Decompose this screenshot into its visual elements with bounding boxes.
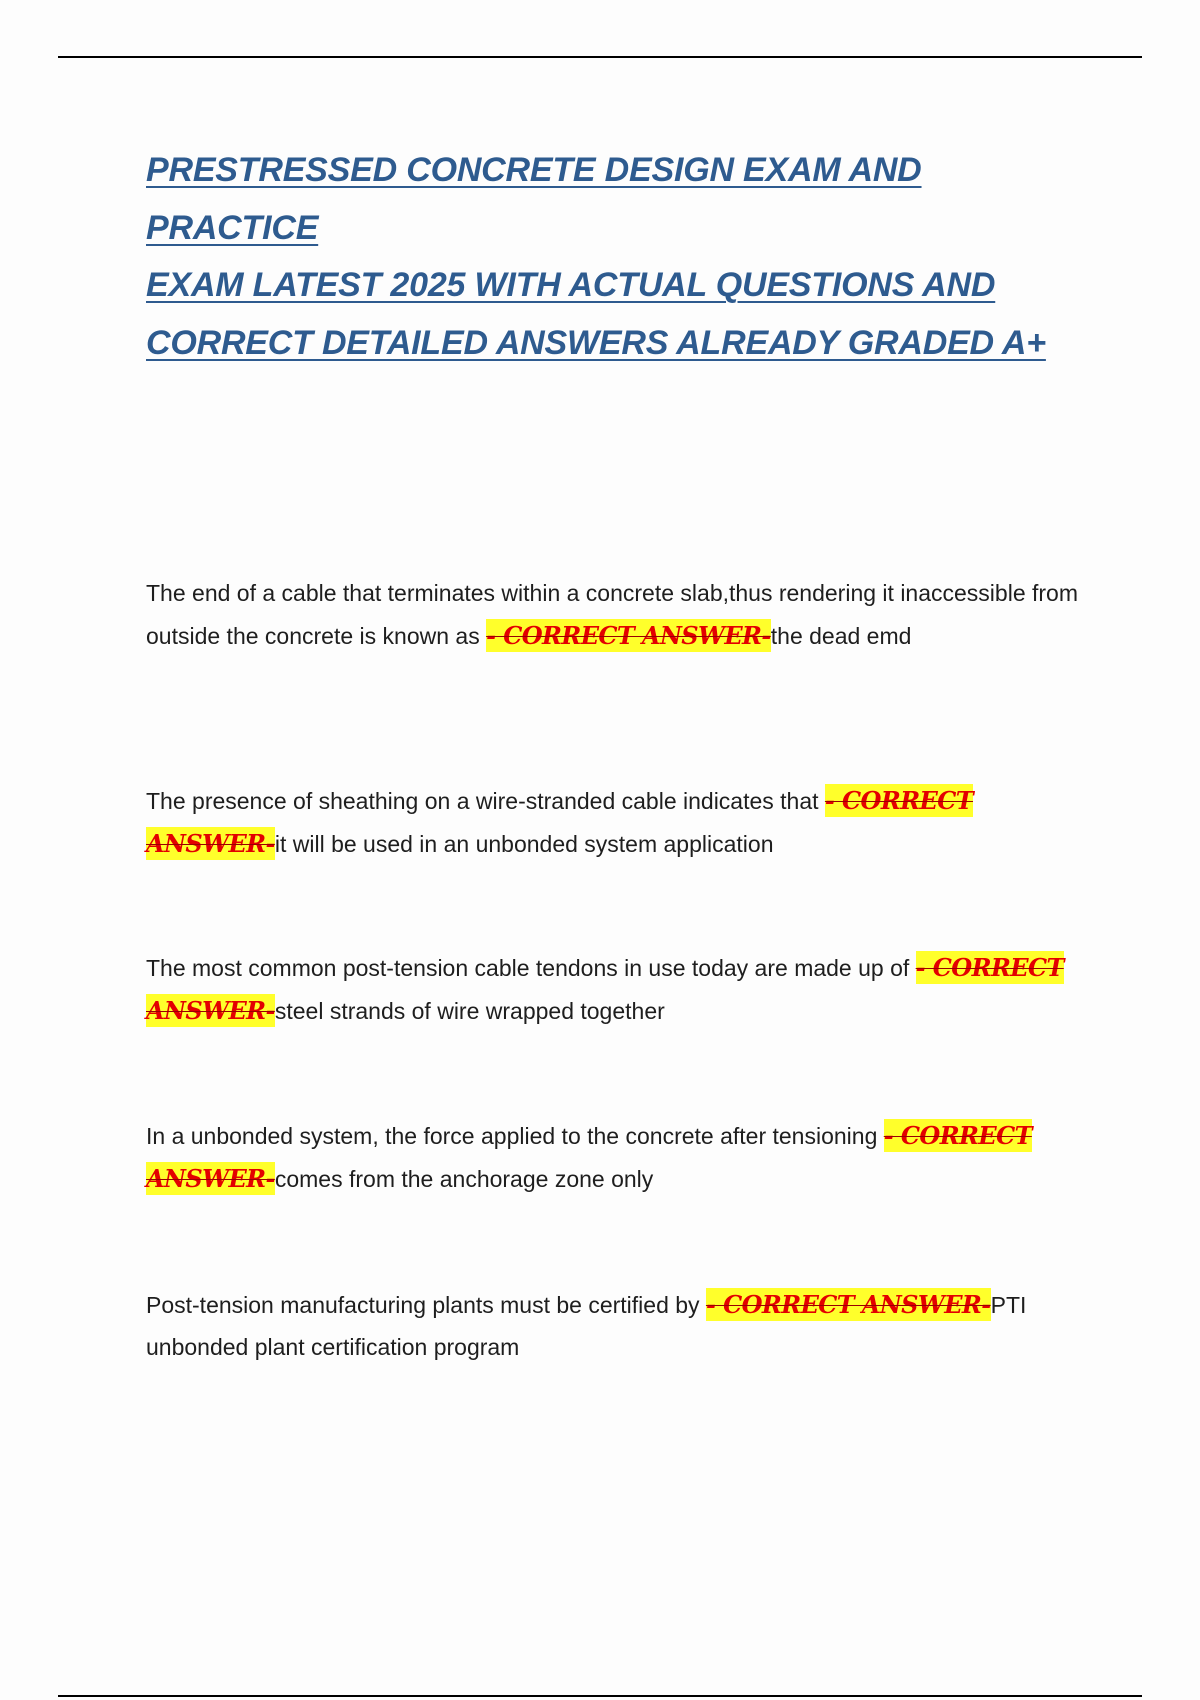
qa-item [146, 947, 1106, 1032]
question-text: In a unbonded system, the force applied to the concrete after tensioning [146, 1123, 884, 1149]
answer-text: comes from the anchorage zone only [274, 1165, 654, 1192]
header-rule [58, 56, 1142, 58]
correct-answer-marker: - CORRECT ANSWER- [146, 1121, 1032, 1193]
answer-text: PTI unbonded plant certification program [146, 1292, 1027, 1360]
question-text: Post-tension manufacturing plants must be certified by [146, 1292, 706, 1318]
footer-rule [58, 1695, 1142, 1697]
question-text: The most common post-tension cable tendons in use today are made up of [146, 955, 916, 981]
title-line-2: EXAM LATEST 2025 WITH ACTUAL QUESTIONS AND [146, 266, 996, 304]
correct-answer-marker: - CORRECT ANSWER- [146, 953, 1064, 1025]
answer-text: the dead emd [770, 622, 912, 649]
title-line-1: PRESTRESSED CONCRETE DESIGN EXAM AND PRACTICE [146, 151, 922, 247]
document-title [146, 142, 1086, 372]
correct-answer-marker: - CORRECT ANSWER- [705, 1290, 991, 1319]
qa-item [146, 1284, 1106, 1368]
question-text: The end of a cable that terminates within a concrete slab,thus rendering it inaccessible from outside the concrete is known as [146, 580, 1078, 649]
qa-item [146, 1115, 1106, 1200]
correct-answer-marker: - CORRECT ANSWER- [486, 620, 771, 650]
qa-item [146, 780, 1106, 865]
question-text: The presence of sheathing on a wire-stranded cable indicates that [146, 788, 825, 814]
qa-item [146, 573, 1106, 657]
correct-answer-marker: - CORRECT ANSWER- [146, 786, 973, 858]
answer-text: it will be used in an unbonded system application [274, 830, 774, 857]
title-line-3: CORRECT DETAILED ANSWERS ALREADY GRADED A+ [146, 323, 1046, 362]
answer-text: steel strands of wire wrapped together [274, 997, 665, 1024]
